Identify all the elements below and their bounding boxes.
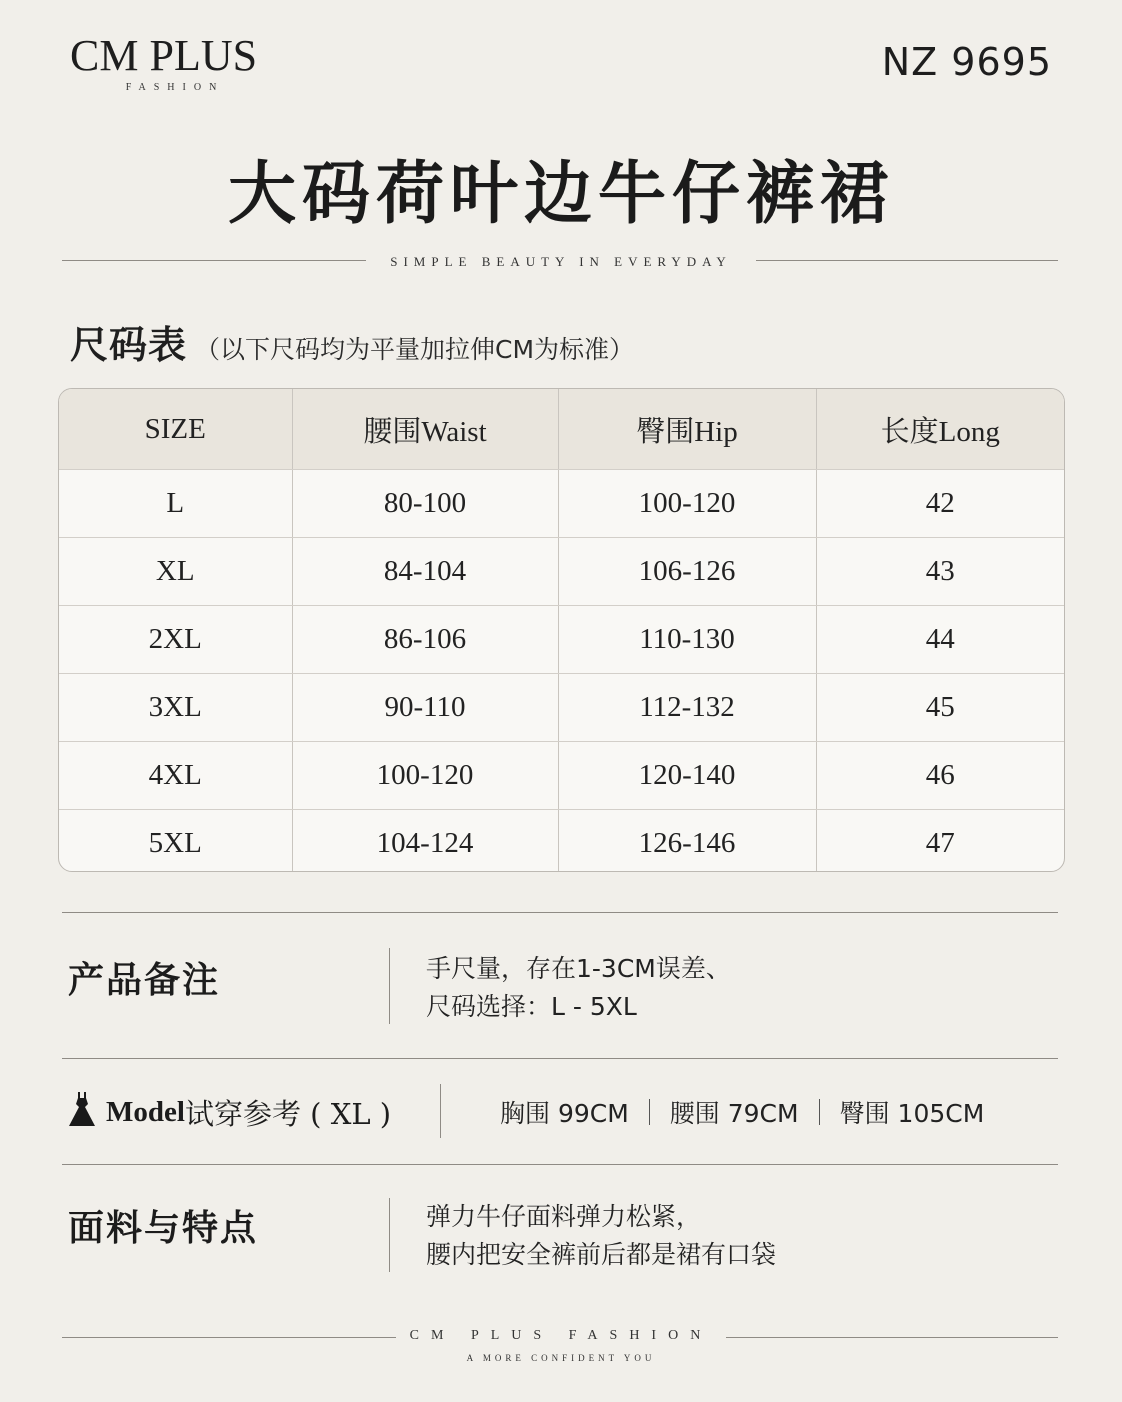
cell-waist: 100-120 (292, 742, 558, 810)
cell-size: L (59, 470, 292, 538)
vertical-divider (389, 1198, 390, 1272)
product-code: NZ 9695 (881, 40, 1052, 84)
cell-size: XL (59, 538, 292, 606)
cell-long: 42 (816, 470, 1064, 538)
cell-waist: 90-110 (292, 674, 558, 742)
cell-size: 5XL (59, 810, 292, 873)
product-note-line: 手尺量，存在1-3CM误差、 (426, 954, 731, 983)
brand-logo (70, 32, 270, 93)
cell-waist: 80-100 (292, 470, 558, 538)
model-label (68, 1090, 391, 1135)
cell-size: 2XL (59, 606, 292, 674)
section-divider (62, 912, 1058, 913)
model-label-cn: 试穿参考 ( XL ) (184, 1097, 392, 1131)
cell-waist: 86-106 (292, 606, 558, 674)
size-chart-note: （以下尺码均为平量加拉伸CM为标准） (195, 335, 635, 364)
table-row (59, 538, 1064, 606)
fabric-line: 腰内把安全裤前后都是裙有口袋 (426, 1240, 777, 1269)
product-notes-text (426, 950, 731, 1026)
size-table (58, 388, 1065, 872)
cell-long: 47 (925, 827, 955, 859)
cell-hip: 100-120 (558, 470, 816, 538)
cell-hip: 112-132 (558, 674, 816, 742)
brand-name: CM PLUS (70, 31, 258, 80)
header-long: 长度Long (816, 389, 1064, 470)
cell-size: 4XL (59, 742, 292, 810)
model-waist: 腰围 79CM (669, 1099, 799, 1128)
header-hip: 臀围Hip (558, 389, 816, 470)
table-row (59, 470, 1064, 538)
vertical-divider (389, 948, 390, 1024)
header-waist: 腰围Waist (292, 389, 558, 470)
cell-hip: 106-126 (558, 538, 816, 606)
page-title: 大码荷叶边牛仔裤裙 (227, 154, 894, 234)
cell-waist: 84-104 (292, 538, 558, 606)
product-notes-title: 产品备注 (68, 959, 221, 1001)
brand-subtitle: FASHION (125, 82, 225, 93)
size-chart-title: 尺码表 (70, 322, 188, 367)
model-chest: 胸围 99CM (500, 1099, 629, 1128)
fabric-text (426, 1198, 776, 1274)
tagline: SIMPLE BEAUTY IN EVERYDAY (390, 254, 732, 269)
fabric-title: 面料与特点 (68, 1207, 259, 1249)
divider-right (756, 260, 1058, 261)
cell-size: 3XL (59, 674, 292, 742)
cell-long: 44 (816, 606, 1064, 674)
dress-icon (68, 1090, 96, 1135)
table-row (59, 810, 1064, 873)
separator (649, 1099, 650, 1125)
model-label-en: Model (106, 1096, 185, 1128)
cell-waist: 104-124 (292, 810, 558, 873)
table-row (59, 742, 1064, 810)
model-hip: 臀围 105CM (839, 1099, 985, 1128)
cell-hip: 126-146 (558, 810, 816, 873)
cell-long: 43 (816, 538, 1064, 606)
table-row (59, 606, 1064, 674)
cell-hip: 110-130 (558, 606, 816, 674)
section-divider (62, 1164, 1058, 1165)
model-measurements (500, 1094, 984, 1130)
section-divider (62, 1058, 1058, 1059)
table-row (59, 674, 1064, 742)
table-header-row (59, 389, 1064, 470)
header-size: SIZE (59, 389, 292, 470)
separator (819, 1099, 820, 1125)
footer-brand: CM PLUS FASHION (409, 1328, 713, 1343)
cell-long: 45 (816, 674, 1064, 742)
fabric-line: 弹力牛仔面料弹力松紧， (426, 1202, 702, 1231)
cell-hip: 120-140 (558, 742, 816, 810)
footer-divider-right (726, 1337, 1058, 1338)
vertical-divider (440, 1084, 441, 1138)
cell-long: 46 (816, 742, 1064, 810)
product-note-line: 尺码选择：L - 5XL (426, 992, 637, 1021)
size-chart-heading (70, 314, 634, 369)
footer-slogan: A MORE CONFIDENT YOU (466, 1353, 656, 1363)
